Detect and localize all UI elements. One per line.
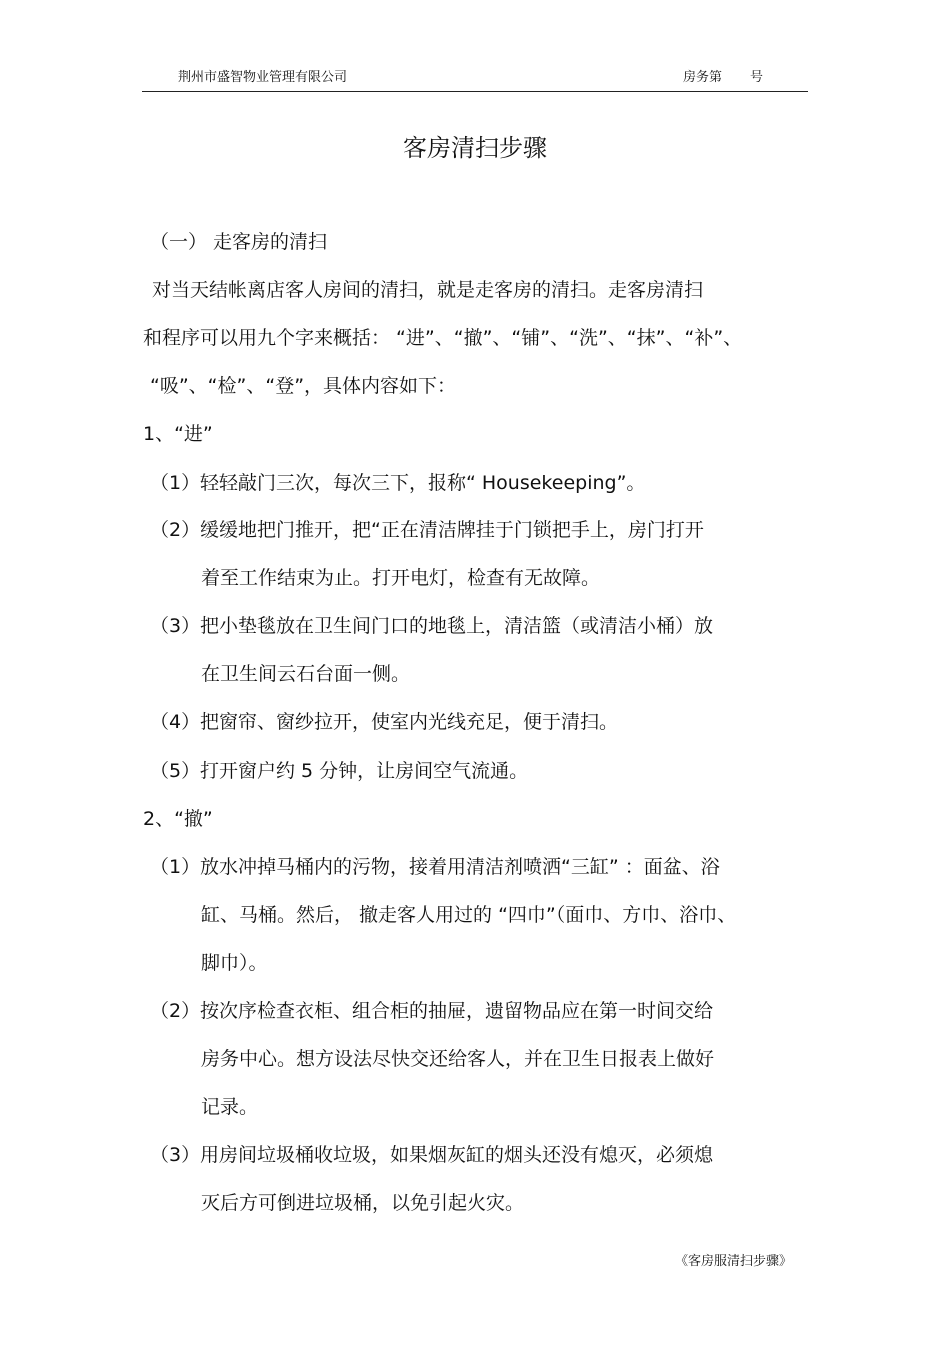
list-item <box>150 521 704 540</box>
item-number: （1） <box>150 472 201 494</box>
list-item-continuation: 缸、马桶。然后， 撤走客人用过的 “四巾”（面巾、方巾、浴巾、 <box>201 904 737 926</box>
page-title: 客房清扫步骤 <box>403 134 547 162</box>
header-doc-number <box>683 66 763 85</box>
item-text: 把窗帘、窗纱拉开，使室内光线充足，便于清扫。 <box>200 711 619 733</box>
item-number: （3） <box>150 615 201 637</box>
item-number: （3） <box>150 1144 201 1166</box>
list-item-continuation: 房务中心。想方设法尽快交还给客人，并在卫生日报表上做好 <box>201 1048 715 1070</box>
header-company: 荆州市盛智物业管理有限公司 <box>178 70 348 85</box>
list-item-continuation: 灭后方可倒进垃圾桶，以免引起火灾。 <box>201 1192 525 1214</box>
item-number: （2） <box>150 1000 201 1022</box>
list-item <box>150 1146 713 1165</box>
item-text: 按次序检查衣柜、组合柜的抽屉，遗留物品应在第一时间交给 <box>200 1000 714 1022</box>
step-heading: 2、“撤” <box>143 808 213 830</box>
item-text: 缓缓地把门推开，把“正在清洁牌挂于门锁把手上，房门打开 <box>200 519 704 541</box>
list-item <box>150 858 720 877</box>
doc-number-prefix: 房务第 <box>683 70 723 85</box>
section-heading: （一） 走客房的清扫 <box>150 231 328 253</box>
intro-line: 对当天结帐离店客人房间的清扫，就是走客房的清扫。走客房清扫 <box>152 279 704 301</box>
item-number: （4） <box>150 711 201 733</box>
item-text: 把小垫毯放在卫生间门口的地毯上，清洁篮（或清洁小桶）放 <box>200 615 714 637</box>
step-heading: 1、“进” <box>143 423 213 445</box>
list-item <box>150 713 618 732</box>
list-item <box>150 1002 713 1021</box>
item-text: 用房间垃圾桶收垃圾，如果烟灰缸的烟头还没有熄灭，必须熄 <box>200 1144 714 1166</box>
list-item <box>150 474 645 493</box>
list-item <box>150 617 713 636</box>
item-number: （2） <box>150 519 201 541</box>
page-footer: 《客房服清扫步骤》 <box>675 1254 793 1269</box>
item-text: 打开窗户约 5 分钟，让房间空气流通。 <box>200 760 529 782</box>
intro-line: “吸”、“检”、“登”，具体内容如下： <box>150 375 457 397</box>
item-text: 放水冲掉马桶内的污物，接着用清洁剂喷洒“三缸” ：面盆、浴 <box>200 856 720 878</box>
list-item-continuation: 着至工作结束为止。打开电灯，检查有无故障。 <box>201 567 601 589</box>
intro-line: 和程序可以用九个字来概括： “进”、“撤”、“铺”、“洗”、“抹”、“补”、 <box>143 327 743 349</box>
item-number: （1） <box>150 856 201 878</box>
list-item <box>150 762 528 781</box>
item-text: 轻轻敲门三次，每次三下，报称“ Housekeeping”。 <box>200 472 646 494</box>
list-item-continuation: 在卫生间云石台面一侧。 <box>201 663 411 685</box>
list-item-continuation: 记录。 <box>201 1096 259 1118</box>
header-rule <box>142 91 808 92</box>
list-item-continuation: 脚巾）。 <box>201 952 268 974</box>
doc-number-suffix: 号 <box>750 70 764 85</box>
item-number: （5） <box>150 760 201 782</box>
